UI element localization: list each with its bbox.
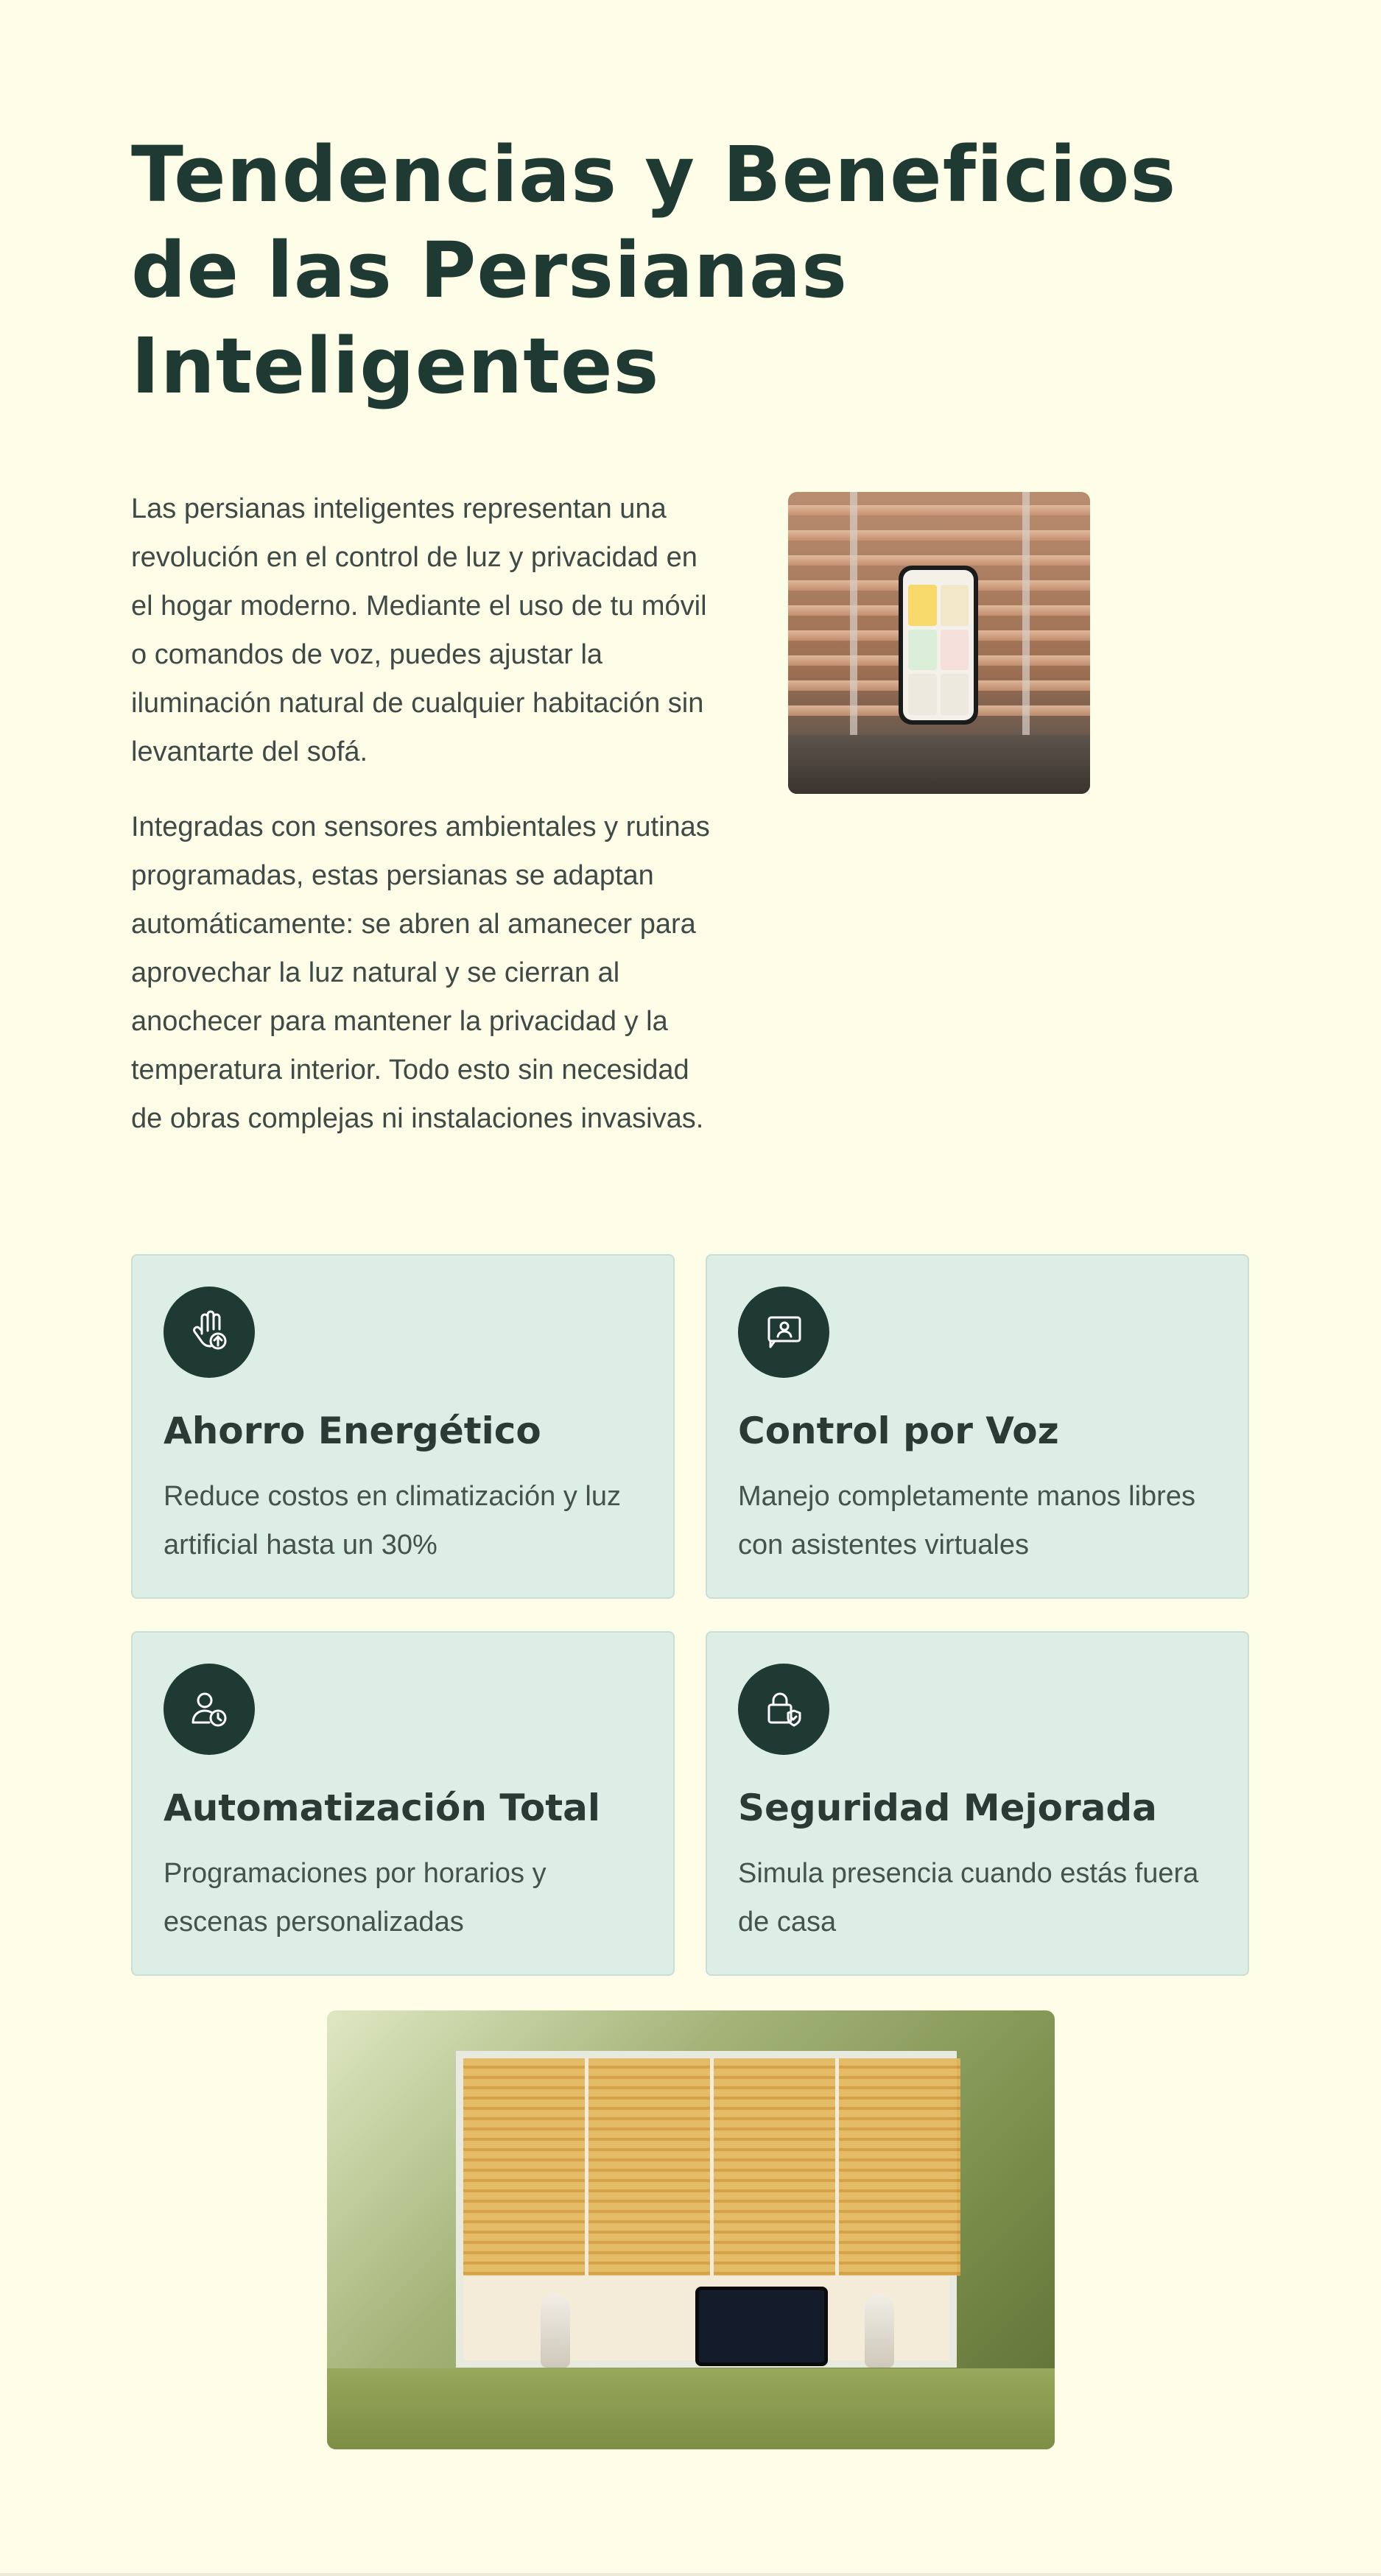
feature-card-seguridad — [706, 1631, 1249, 1976]
lock-shield-icon — [738, 1664, 829, 1755]
feature-title: Ahorro Energético — [164, 1410, 541, 1452]
smart-speaker — [541, 2294, 570, 2368]
intro-paragraph-1: Las persianas inteligentes representan una revolución en el control de luz y privacidad en el hogar moderno. Mediante el uso de tu móvil o comandos de voz, puedes ajustar la iluminación natural de cualquier habitación sin levantarte del sofá. — [131, 493, 707, 767]
feature-title: Control por Voz — [738, 1410, 1059, 1452]
hand-touch-icon — [164, 1287, 255, 1378]
smart-speaker — [865, 2294, 894, 2368]
feature-title: Seguridad Mejorada — [738, 1787, 1157, 1829]
page-divider — [0, 2573, 1381, 2576]
feature-card-ahorro — [131, 1254, 675, 1599]
user-clock-icon — [164, 1664, 255, 1755]
smart-tablet — [695, 2287, 828, 2366]
feature-description: Manejo completamente manos libres con asistentes virtuales — [738, 1481, 1195, 1560]
feature-description: Simula presencia cuando estás fuera de casa — [738, 1858, 1199, 1938]
smart-blinds-phone-image — [788, 492, 1090, 794]
feature-description: Reduce costos en climatización y luz artificial hasta un 30% — [164, 1481, 621, 1560]
feature-title: Automatización Total — [164, 1787, 600, 1829]
intro-paragraph-2: Integradas con sensores ambientales y rutinas programadas, estas persianas se adaptan automáticamente: se abren al amanecer para aprovechar la luz natural y se cierran al anochecer para mantener la privacidad y la temperatura interior. Todo esto sin necesidad de obras complejas ni instalaciones invasivas. — [131, 812, 710, 1134]
intro-text — [131, 485, 720, 1169]
phone-app-mockup — [899, 566, 978, 725]
feature-card-automatizacion — [131, 1631, 675, 1976]
feature-card-voz — [706, 1254, 1249, 1599]
feature-description: Programaciones por horarios y escenas personalizadas — [164, 1858, 547, 1938]
page-title: Tendencias y Beneficios de las Persianas Inteligentes — [131, 130, 1177, 411]
voice-assistant-icon — [738, 1287, 829, 1378]
smart-home-window-image — [327, 2010, 1055, 2449]
